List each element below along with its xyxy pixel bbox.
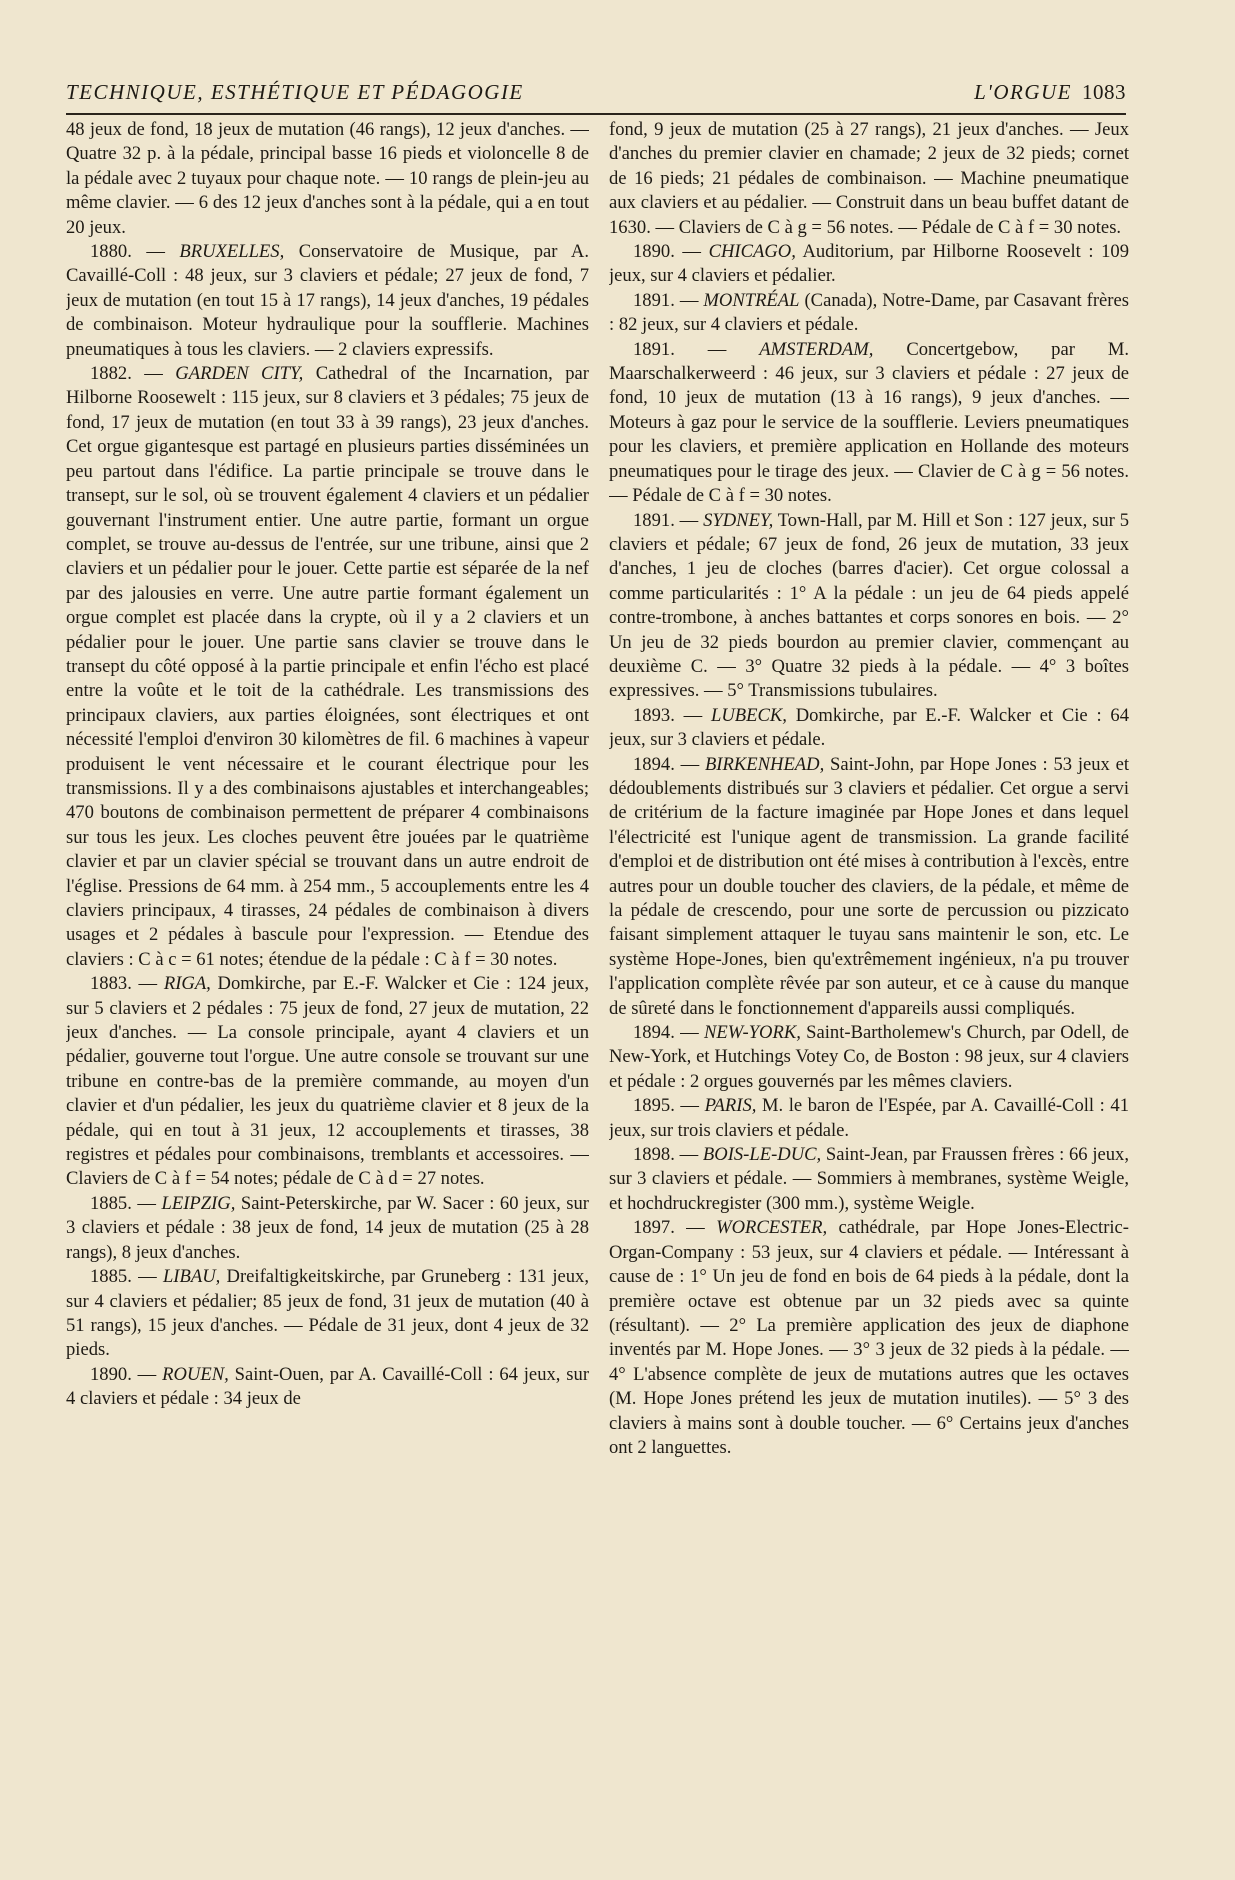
entry-year: 1898. — — [633, 1144, 703, 1166]
entry-text: Saint-Ouen, par A. Cavaillé-Coll : 64 jeux, sur 4 claviers et pédale : 34 jeux de — [66, 1363, 589, 1410]
header-right — [974, 80, 1126, 105]
entry-year: 1894. — — [633, 1022, 704, 1044]
entry-place: NEW-YORK, — [703, 1022, 801, 1044]
organ-entry — [66, 118, 589, 240]
entry-year: 1885. — — [90, 1266, 163, 1288]
entry-year: 1883. — — [90, 973, 164, 995]
entry-text: Saint-Peterskirche, par W. Sacer : 60 jeux, sur 3 claviers et pédale : 38 jeux de fond, 14 jeux de mutation (25 à 28 rangs), 8 jeux d'anches. — [66, 1192, 589, 1263]
entry-text: fond, 9 jeux de mutation (25 à 27 rangs), 21 jeux d'anches. — Jeux d'anches du premier clavier en chamade; 2 jeux de 32 pieds; cornet de 16 pieds; 21 pédales de combinaison. — Machine pneumatique aux claviers et au pédalier. — Construit dans un beau buffet datant de 1630. — Claviers de C à g = 56 notes. — Pédale de C à f = 30 notes. — [609, 119, 1129, 238]
organ-entry — [66, 1192, 589, 1265]
entry-text: Saint-John, par Hope Jones : 53 jeux et dédoublements distribués sur 3 claviers et pédalier. Cet orgue a servi de critérium de la facture imaginée par Hope Jones et dans lequel l'électricité est l'unique agent de transmission. La grande facilité d'emploi et de distribution ont été mises à contribution à l'excès, entre autres pour un double toucher des claviers, de la pédale, et même de la pédale de crescendo, pour une sorte de percussion ou pizzicato faisant simplement attaquer le tuyau sans maintenir le son, etc. Le système Hope-Jones, bien qu'extrêmement ingénieux, n'a pu trouver l'application complète rêvée par son auteur, et ce à cause du manque de sûreté dans le fonctionnement d'appareils aussi compliqués. — [609, 753, 1129, 1019]
entry-place: LUBECK, — [710, 704, 787, 726]
entry-year: 1897. — — [633, 1217, 717, 1239]
organ-entry — [609, 289, 1129, 338]
entry-text: Domkirche, par E.-F. Walcker et Cie : 124 jeux, sur 5 claviers et 2 pédales : 75 jeux de fond, 27 jeux de mutation, 22 jeux d'anches. — La console principale, ayant 4 claviers et un pédalier, gouverne tout l'orgue. Une autre console se trouvant sur une tribune en contre-bas de la première commande, au moyen d'un clavier et d'un pédalier, les jeux du quatrième clavier et 8 jeux de la pédale, qui en tout à 31 jeux, 12 accouplements et tirasses, 38 registres et pédales pour combinaisons, tremblants et accessoires. — Claviers de C à f = 54 notes; pédale de C à d = 27 notes. — [66, 973, 589, 1190]
entry-text: Concertgebow, par M. Maarschalkerweerd : 46 jeux, sur 3 claviers et pédale : 27 jeux de fond, 10 jeux de mutation (13 à 16 rangs), 9 jeux d'anches. — Moteurs à gaz pour le service de la soufflerie. Leviers pneumatiques pour les claviers, et première application en Hollande des moteurs pneumatiques pour le tirage des jeux. — Clavier de C à g = 56 notes. — Pédale de C à f = 30 notes. — [609, 338, 1129, 507]
entry-place: PARIS, — [704, 1095, 757, 1117]
header-journal-title: L'ORGUE — [974, 80, 1072, 104]
entry-place: AMSTERDAM, — [759, 338, 874, 360]
entry-place: GARDEN CITY, — [175, 363, 304, 385]
entry-text: Cathedral of the Incarnation, par Hilborne Roosewelt : 115 jeux, sur 8 claviers et 3 pédales; 75 jeux de fond, 17 jeux de mutation (en tout 33 à 39 rangs), 23 jeux d'anches. Cet orgue gigantesque est partagé en plusieurs parties disséminées un peu partout dans l'édifice. La partie principale se trouve dans le transept, sur le sol, où se trouvent également 4 claviers et un pédalier gouvernant l'instrument entier. Une autre partie, formant un orgue complet, se trouve au-dessus de l'entrée, sur une tribune, ainsi que 2 claviers et un pédalier pour le jouer. Cette partie est séparée de la nef par des jalousies en verre. Une autre partie formant également un orgue complet est placée dans la crypte, où il y a 2 claviers et un pédalier pour le jouer. Une partie sans clavier se trouve dans le transept du côté opposé à la partie principale et enfin l'écho est placé entre la voûte et le toit de la cathédrale. Les transmissions des principaux claviers, aux parties éloignées, sont électriques et ont nécessité l'emploi d'environ 30 kilomètres de fil. 6 machines à vapeur produisent le vent nécessaire et le courant électrique pour les transmissions. Il y a des combinaisons ajustables et interchangeables; 470 boutons de combinaison permettent de préparer 4 combinaisons sur tous les jeux. Les cloches peuvent être jouées par le quatrième clavier et par un clavier spécial se trouvant dans un autre endroit de l'église. Pressions de 64 mm. à 254 mm., 5 accouplements entre les 4 claviers principaux, 4 tirasses, 24 pédales de combinaison à divers usages et 2 pédales à bascule pour l'expression. — Etendue des claviers : C à c = 61 notes; étendue de la pédale : C à f = 30 notes. — [66, 363, 589, 970]
organ-entry — [609, 338, 1129, 509]
organ-entry — [609, 1143, 1129, 1216]
entry-year: 1885. — — [90, 1192, 162, 1214]
organ-entry — [609, 1021, 1129, 1094]
organ-entry — [609, 240, 1129, 289]
entry-place: CHICAGO, — [708, 241, 796, 263]
entry-text: Dreifaltigkeitskirche, par Gruneberg : 131 jeux, sur 4 claviers et pédalier; 85 jeux de fond, 31 jeux de mutation (40 à 51 rangs), 15 jeux d'anches. — Pédale de 31 jeux, dont 4 jeux de 32 pieds. — [66, 1266, 589, 1361]
right-column — [609, 118, 1129, 1830]
organ-entry — [66, 240, 589, 362]
entry-place: WORCESTER, — [716, 1217, 828, 1239]
entry-place: ROUEN, — [162, 1363, 229, 1385]
entry-year: 1895. — — [633, 1095, 705, 1117]
entry-place: LEIPZIG, — [161, 1192, 236, 1214]
header-section-title: TECHNIQUE, ESTHÉTIQUE ET PÉDAGOGIE — [66, 80, 524, 104]
entry-text: 48 jeux de fond, 18 jeux de mutation (46 rangs), 12 jeux d'anches. — Quatre 32 p. à la pédale, principal basse 16 pieds et violoncelle 8 de la pédale avec 2 tuyaux pour chaque note. — 10 rangs de plein-jeu au même clavier. — 6 des 12 jeux d'anches sont à la pédale, qui a en tout 20 jeux. — [66, 119, 589, 238]
running-header — [66, 80, 1126, 110]
entry-year: 1893. — — [633, 704, 711, 726]
organ-entry — [66, 362, 589, 972]
organ-entry — [609, 704, 1129, 753]
entry-text: (Canada), Notre-Dame, par Casavant frères : 82 jeux, sur 4 claviers et pédale. — [609, 289, 1129, 336]
organ-entry — [609, 1094, 1129, 1143]
entry-year: 1890. — — [633, 241, 709, 263]
entry-text: Domkirche, par E.-F. Walcker et Cie : 64 jeux, sur 3 claviers et pédale. — [609, 704, 1129, 751]
entry-place: BIRKENHEAD, — [704, 753, 825, 775]
entry-year: 1891. — — [633, 289, 704, 311]
left-column — [66, 118, 589, 1830]
organ-entry — [609, 509, 1129, 704]
entry-year: 1880. — — [90, 241, 180, 263]
organ-entry — [609, 753, 1129, 1021]
entry-place: BRUXELLES, — [179, 241, 285, 263]
entry-place: SYDNEY, — [703, 509, 774, 531]
entry-text: Town-Hall, par M. Hill et Son : 127 jeux, sur 5 claviers et pédale; 67 jeux de fond, 26 jeux de mutation, 33 jeux d'anches, 1 jeu de cloches (barres d'acier). Cet orgue colossal a comme particularités : 1° A la pédale : un jeu de 64 pieds appelé contre-trombone, à anches battantes et corps sonores en bois. — 2° Un jeu de 32 pieds bourdon au premier clavier, commençant au deuxième C. — 3° Quatre 32 pieds à la pédale. — 4° 3 boîtes expressives. — 5° Transmissions tubulaires. — [609, 509, 1129, 702]
entry-text: cathédrale, par Hope Jones-Electric-Organ-Company : 53 jeux, sur 4 claviers et pédale. — Intéressant à cause de : 1° Un jeu de fond en bois de 64 pieds à la pédale, dont la première octave est obtenue par un 32 pieds avec sa quinte (résultant). — 2° La première application des jeux de diaphone inventés par M. Hope Jones. — 3° 3 jeux de 32 pieds à la pédale. — 4° L'absence complète de jeux de mutations autres que les octaves (M. Hope Jones prétend les jeux de mutation inutiles). — 5° 3 des claviers à mains sont à double toucher. — 6° Certains jeux d'anches ont 2 languettes. — [609, 1217, 1129, 1458]
entry-year: 1890. — — [90, 1363, 163, 1385]
page-number: 1083 — [1082, 80, 1126, 104]
organ-entry — [609, 118, 1129, 240]
entry-text: Auditorium, par Hilborne Roosevelt : 109 jeux, sur 4 claviers et pédalier. — [609, 241, 1129, 287]
entry-text: M. le baron de l'Espée, par A. Cavaillé-Coll : 41 jeux, sur trois claviers et pédale. — [609, 1095, 1129, 1141]
entry-year: 1891. — — [633, 509, 704, 531]
entry-place: MONTRÉAL — [703, 289, 800, 311]
organ-entry — [66, 1363, 589, 1412]
entry-place: RIGA, — [163, 973, 211, 995]
entry-year: 1894. — — [633, 753, 705, 775]
entry-place: LIBAU, — [162, 1266, 221, 1288]
entry-text: Saint-Jean, par Fraussen frères : 66 jeux, sur 3 claviers et pédale. — Sommiers à membranes, système Weigle, et hochdruckregister (300 mm.), système Weigle. — [609, 1144, 1129, 1214]
entry-text: Saint-Bartholemew's Church, par Odell, de New-York, et Hutchings Votey Co, de Boston : 98 jeux, sur 4 claviers et pédale : 2 orgues gouvernés par les mêmes claviers. — [609, 1022, 1129, 1092]
entry-year: 1882. — — [90, 363, 176, 385]
entry-year: 1891. — — [633, 338, 760, 360]
organ-entry — [66, 972, 589, 1192]
entry-text: Conservatoire de Musique, par A. Cavaillé-Coll : 48 jeux, sur 3 claviers et pédale; 27 jeux de fond, 7 jeux de mutation (en tout 15 à 17 rangs), 14 jeux d'anches, 19 pédales de combinaison. Moteur hydraulique pour la soufflerie. Machines pneumatiques à tous les claviers. — 2 claviers expressifs. — [66, 241, 589, 360]
organ-entry — [66, 1265, 589, 1363]
entry-place: BOIS-LE-DUC, — [702, 1144, 822, 1166]
organ-entry — [609, 1216, 1129, 1460]
header-rule — [66, 113, 1126, 115]
